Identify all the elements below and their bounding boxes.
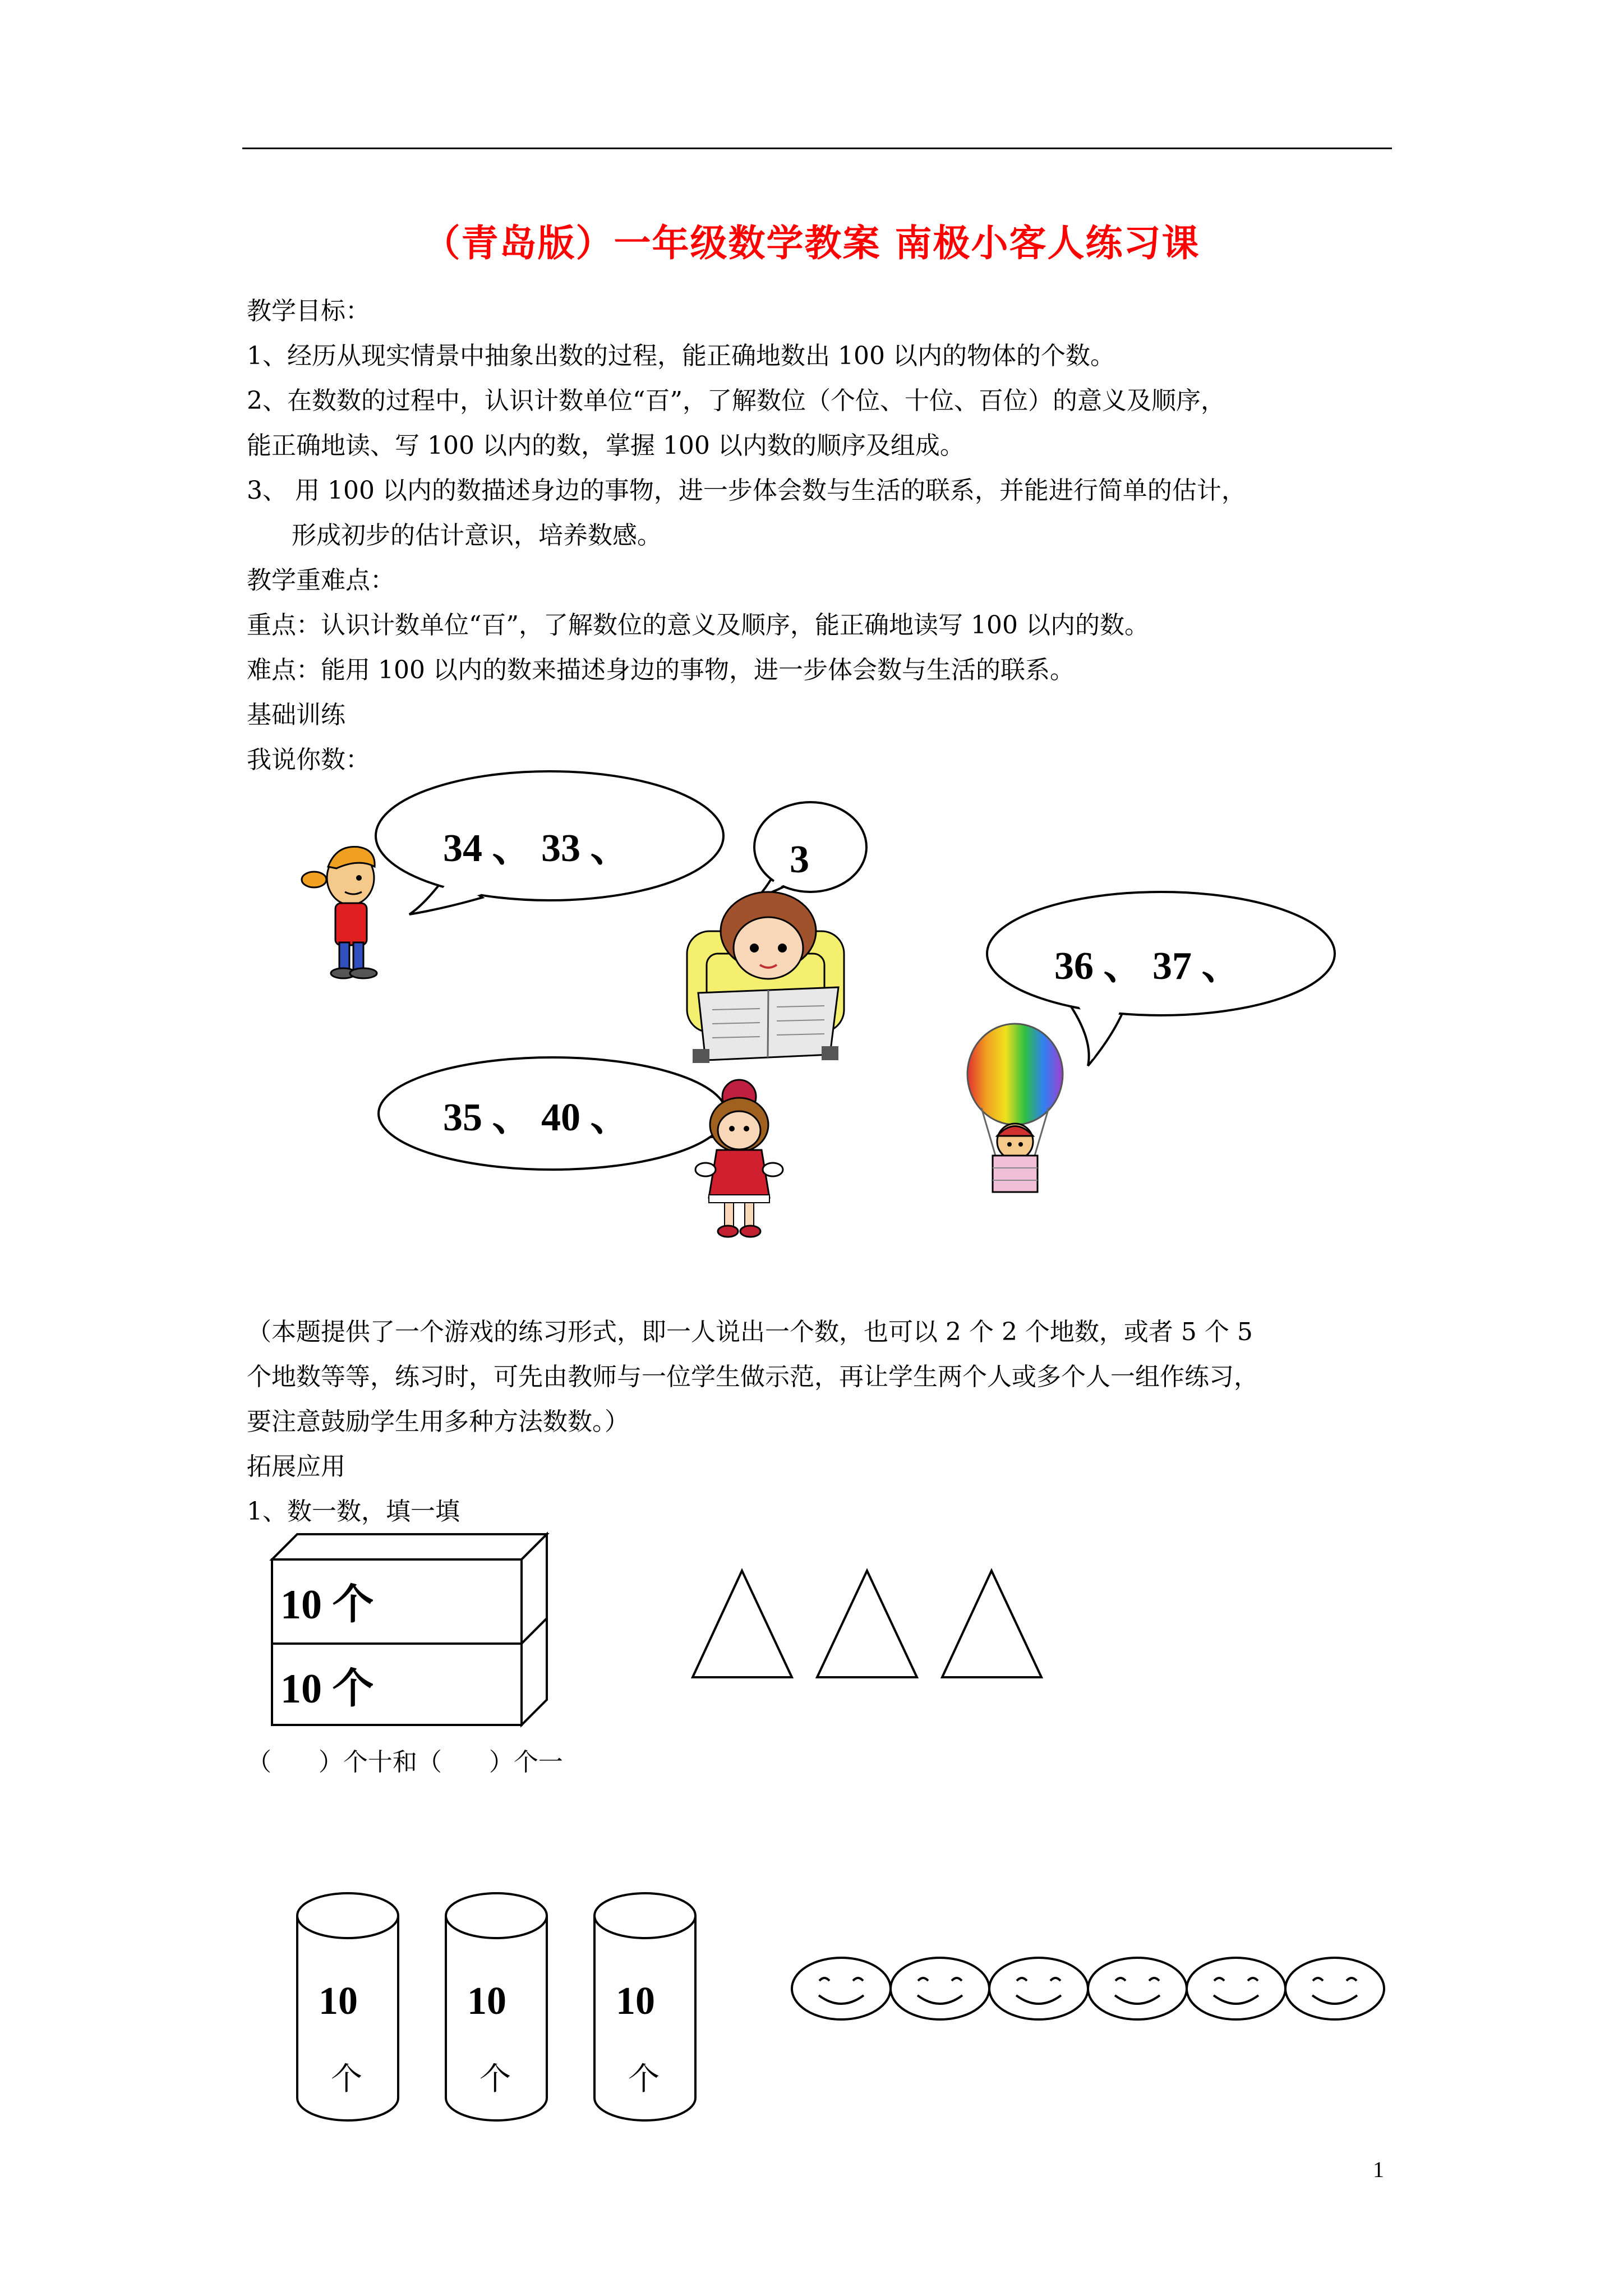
goal-2-line-2: 能正确地读、写 100 以内的数，掌握 100 以内数的顺序及组成。 (247, 431, 965, 460)
boy-character (302, 846, 377, 978)
reader-speech-bubble (754, 802, 866, 898)
smiley-face (792, 1958, 891, 2019)
exercise-1-title: 1、数一数，填一填 (247, 1497, 460, 1526)
reading-child (687, 892, 844, 1063)
cylinder-number: 10 (616, 1980, 655, 2023)
cylinder-unit: 个 (479, 2061, 511, 2097)
cylinder-number: 10 (467, 1980, 506, 2023)
game-note (247, 1310, 1391, 1534)
cylinder (446, 1893, 547, 2120)
triangle (817, 1571, 917, 1677)
key-heading: 教学重难点： (247, 566, 395, 595)
triangle (693, 1571, 792, 1677)
reader-bubble-text: 3 (790, 838, 809, 881)
girl-bubble-text: 35 、 40 、 (443, 1096, 630, 1139)
goal-2-line-1: 2、在数数的过程中，认识计数单位“百”，了解数位（个位、十位、百位）的意义及顺序， (247, 386, 1225, 415)
cylinder-number: 10 (319, 1980, 358, 2023)
cylinder (594, 1893, 695, 2120)
boy-speech-bubble (376, 771, 723, 914)
triangle (942, 1571, 1041, 1677)
counting-game-heading: 我说你数： (247, 746, 370, 774)
girl-speech-bubble (379, 1057, 726, 1170)
extension-heading: 拓展应用 (247, 1452, 345, 1481)
smiley-face (989, 1958, 1088, 2019)
difficulty: 难点：能用 100 以内的数来描述身边的事物，进一步体会数与生活的联系。 (247, 656, 1075, 684)
cylinder (297, 1893, 398, 2120)
fill-in-blanks: （ ）个十和（ ）个一 (247, 1748, 563, 1777)
ten-box-stack (272, 1534, 547, 1725)
cylinder-unit: 个 (628, 2061, 660, 2097)
smiley-face (1088, 1958, 1187, 2019)
box-bottom-label: 10 个 (280, 1666, 374, 1712)
cylinder-unit: 个 (331, 2061, 362, 2097)
basic-training-heading: 基础训练 (247, 701, 345, 729)
goal-3-line-2: 形成初步的估计意识，培养数感。 (292, 521, 662, 550)
note-line-2: 个地数等等，练习时，可先由教师与一位学生做示范，再让学生两个人或多个人一组作练习， (247, 1363, 1258, 1391)
smiley-face (1285, 1958, 1384, 2019)
smiley-face (891, 1958, 989, 2019)
key-point: 重点：认识计数单位“百”，了解数位的意义及顺序，能正确地读写 100 以内的数。 (247, 611, 1149, 639)
goals-heading: 教学目标： (247, 297, 370, 325)
note-line-1: （本题提供了一个游戏的练习形式，即一人说出一个数，也可以 2 个 2 个地数，或者 5 个 5 (247, 1318, 1253, 1346)
note-line-3: 要注意鼓励学生用多种方法数数。） (247, 1407, 629, 1436)
goal-1: 1、经历从现实情景中抽象出数的过程，能正确地数出 100 以内的物体的个数。 (247, 342, 1115, 370)
boy-bubble-text: 34 、 33 、 (443, 827, 630, 870)
smiley-face (1187, 1958, 1285, 2019)
box-top-label: 10 个 (280, 1582, 374, 1628)
hot-air-balloon (967, 1024, 1063, 1192)
page-number: 1 (1373, 2157, 1384, 2182)
page-title: （青岛版）一年级数学教案 南极小客人练习课 (423, 221, 1200, 265)
balloon-bubble-text: 36 、 37 、 (1054, 945, 1241, 988)
smiley-face-row (792, 1958, 1384, 2019)
goal-3-line-1: 3、 用 100 以内的数描述身边的事物，进一步体会数与生活的联系，并能进行简单的估计， (247, 476, 1246, 505)
